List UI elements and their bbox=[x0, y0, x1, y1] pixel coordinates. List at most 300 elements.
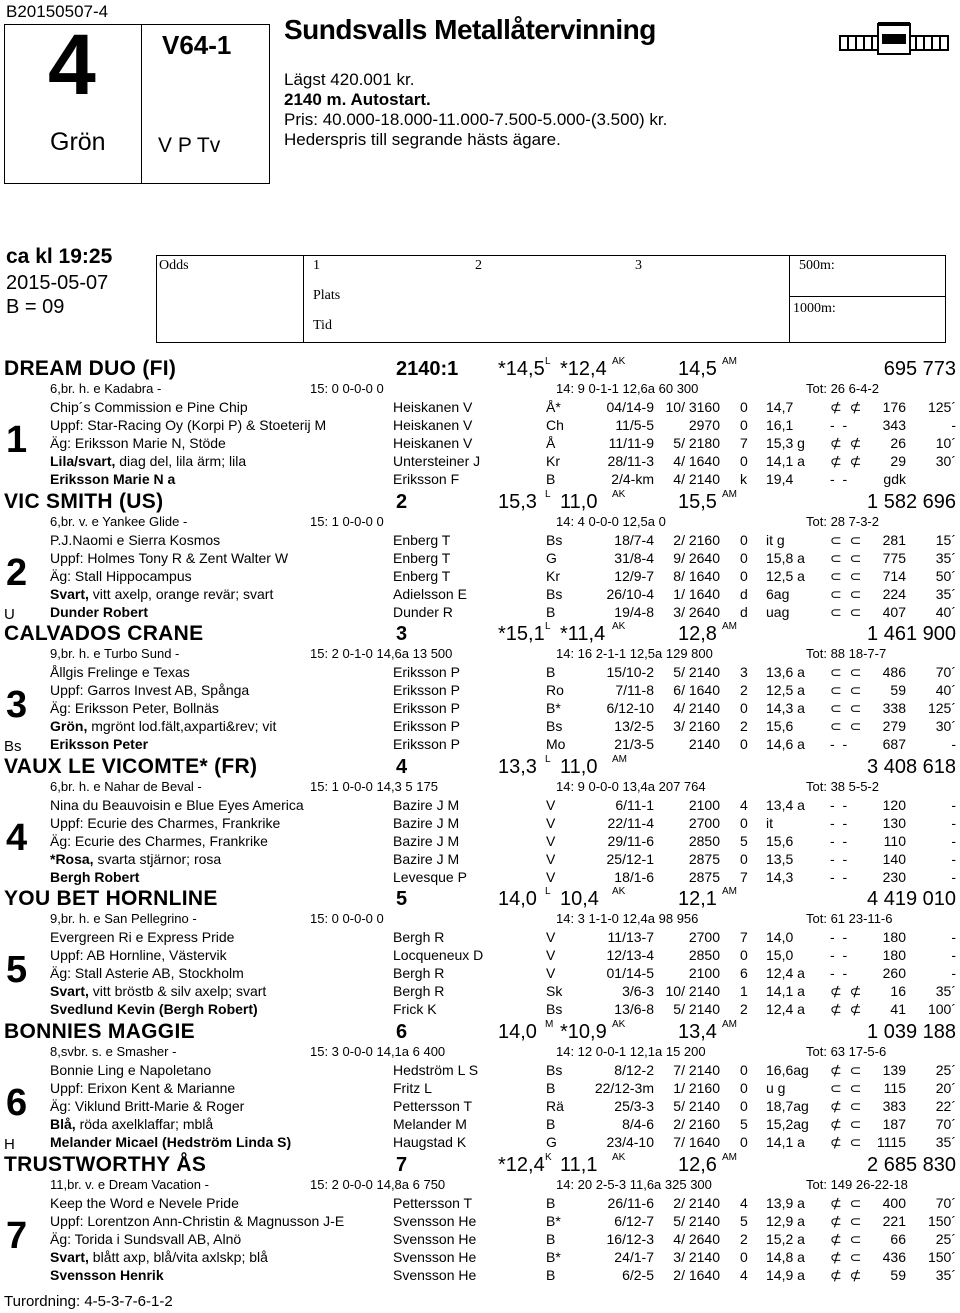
prize-money: 25´ bbox=[935, 1231, 956, 1247]
km-time: 14,7 bbox=[766, 399, 794, 415]
distance: 2/ 2160 bbox=[673, 1116, 720, 1132]
race-date-ref: 26/11-6 bbox=[607, 1195, 654, 1211]
track-code: Ch bbox=[546, 417, 564, 433]
driver-name: Eriksson P bbox=[393, 736, 460, 752]
start-number: 1 bbox=[6, 419, 28, 461]
prize-money: 10´ bbox=[935, 435, 956, 451]
distance: 2/ 2160 bbox=[673, 532, 720, 548]
shoe-indicator: ⊄ ⊂ bbox=[830, 1231, 864, 1247]
plats-label: Plats bbox=[313, 288, 341, 303]
km-time: 18,7ag bbox=[766, 1098, 809, 1114]
race-date-ref: 11/11-9 bbox=[608, 435, 654, 451]
race-date-ref: 8/12-2 bbox=[614, 1062, 654, 1078]
distance: 2875 bbox=[688, 851, 720, 867]
stats-2015: 15: 3 0-0-0 14,1a 6 400 bbox=[310, 1044, 446, 1059]
distance: 10/ 2140 bbox=[665, 983, 720, 999]
race-date-ref: 18/7-4 bbox=[614, 532, 654, 548]
record-1: *12,4 bbox=[498, 1154, 545, 1176]
shoe-indicator: ⊄ ⊄ bbox=[830, 453, 864, 469]
track-code: Å bbox=[546, 435, 556, 451]
track-code: Kr bbox=[546, 568, 560, 584]
shoe-indicator: ⊄ ⊄ bbox=[830, 399, 864, 415]
km-time: 12,5 a bbox=[766, 568, 805, 584]
shoe-indicator: - - bbox=[830, 869, 850, 885]
km-time: 12,5 a bbox=[766, 682, 805, 698]
record-1-suffix: L bbox=[545, 754, 551, 765]
shoe-indicator: ⊂ ⊂ bbox=[830, 664, 864, 680]
stats-total: Tot: 26 6-4-2 bbox=[806, 381, 879, 396]
driver-name: Enberg T bbox=[393, 550, 451, 566]
race-date-ref: 22/12-3m bbox=[594, 1080, 654, 1096]
distance: 1/ 1640 bbox=[673, 586, 720, 602]
prize-money: 70´ bbox=[935, 1195, 956, 1211]
placing: 0 bbox=[740, 1249, 748, 1265]
race-date-ref: 04/14-9 bbox=[606, 399, 654, 415]
record-2-suffix: AK bbox=[612, 489, 626, 500]
distance: 2/ 1640 bbox=[673, 1267, 720, 1283]
prize-money: - bbox=[951, 965, 956, 981]
placing: 2 bbox=[740, 682, 748, 698]
shoe-indicator: - - bbox=[830, 797, 850, 813]
placing: 2 bbox=[740, 1001, 748, 1017]
prize-money: - bbox=[951, 833, 956, 849]
km-time: 15,0 bbox=[766, 947, 794, 963]
odds-value: 59 bbox=[890, 682, 906, 698]
distance: 4/ 2640 bbox=[673, 1231, 720, 1247]
shoe-indicator: ⊄ ⊄ bbox=[830, 983, 864, 999]
record-3: 13,4 bbox=[678, 1021, 717, 1043]
horse-info-line: Blå, röda axelklaffar; mblå bbox=[50, 1116, 214, 1132]
stats-2015: 15: 2 0-1-0 14,6a 13 500 bbox=[310, 646, 453, 661]
shoe-indicator: ⊄ ⊂ bbox=[830, 1213, 864, 1229]
horse-info-line: *Rosa, svarta stjärnor; rosa bbox=[50, 851, 222, 867]
km-time: 13,6 a bbox=[766, 664, 805, 680]
record-1-suffix: L bbox=[545, 356, 551, 367]
tv-label: V P Tv bbox=[158, 134, 221, 157]
odds-value: 714 bbox=[882, 568, 906, 584]
track-code: Ro bbox=[546, 682, 564, 698]
distance: 6/ 1640 bbox=[673, 682, 720, 698]
race-info-line: Hederspris till segrande hästs ägare. bbox=[284, 130, 561, 149]
km-time: u g bbox=[766, 1080, 786, 1096]
prize-money: - bbox=[951, 736, 956, 752]
race-date-ref: 7/11-8 bbox=[615, 682, 654, 698]
odds-value: 59 bbox=[890, 1267, 906, 1283]
record-1-suffix: L bbox=[545, 886, 551, 897]
placing: 7 bbox=[740, 869, 748, 885]
record-2-suffix: AK bbox=[612, 1019, 626, 1030]
distance: 8/ 1640 bbox=[673, 568, 720, 584]
shoe-indicator: ⊄ ⊂ bbox=[830, 1116, 864, 1132]
horse-name: TRUSTWORTHY ÅS bbox=[4, 1153, 207, 1176]
race-date-ref: 24/1-7 bbox=[614, 1249, 654, 1265]
prize-money: - bbox=[951, 947, 956, 963]
prize-money: 35´ bbox=[935, 1267, 956, 1283]
prize-money: 125´ bbox=[927, 399, 956, 415]
km-time: 14,1 a bbox=[766, 983, 805, 999]
total-earnings: 1 582 696 bbox=[867, 491, 956, 513]
odds-value: 29 bbox=[890, 453, 906, 469]
shoe-indicator: ⊂ ⊂ bbox=[830, 682, 864, 698]
km-time: 14,8 a bbox=[766, 1249, 805, 1265]
horse-info-line: Eriksson Marie N a bbox=[50, 471, 176, 487]
horse-info-line: P.J.Naomi e Sierra Kosmos bbox=[50, 532, 221, 548]
odds-value: 407 bbox=[882, 604, 906, 620]
track-code: Bs bbox=[546, 1062, 563, 1078]
record-1-suffix: L bbox=[545, 489, 551, 500]
total-earnings: 3 408 618 bbox=[867, 756, 956, 778]
track-code: V bbox=[546, 815, 556, 831]
total-earnings: 695 773 bbox=[883, 358, 956, 380]
prize-money: 50´ bbox=[935, 568, 956, 584]
prize-money: - bbox=[951, 929, 956, 945]
record-2-suffix: AK bbox=[612, 1152, 626, 1163]
odds-value: 281 bbox=[882, 532, 906, 548]
km-time: 14,0 bbox=[766, 929, 794, 945]
record-3-suffix: AM bbox=[722, 621, 737, 632]
distance: 1/ 2160 bbox=[673, 1080, 720, 1096]
driver-name: Adielsson E bbox=[393, 586, 467, 602]
odds-value: gdk bbox=[883, 471, 906, 487]
race-date-ref: 28/11-3 bbox=[607, 453, 654, 469]
placing: 0 bbox=[740, 947, 748, 963]
track-code: Bs bbox=[546, 586, 563, 602]
start-position: 2 bbox=[396, 491, 408, 513]
placing: 0 bbox=[740, 815, 748, 831]
placing: 5 bbox=[740, 833, 748, 849]
race-date-ref: 23/4-10 bbox=[606, 1134, 654, 1150]
total-earnings: 2 685 830 bbox=[867, 1154, 956, 1176]
track-logo-icon bbox=[838, 20, 950, 65]
track-code: V bbox=[546, 833, 556, 849]
horse-info-line: Melander Micael (Hedström Linda S) bbox=[50, 1134, 292, 1150]
shoe-indicator: ⊂ ⊂ bbox=[830, 550, 864, 566]
track-code: V bbox=[546, 929, 556, 945]
distance: 5/ 2140 bbox=[673, 1098, 720, 1114]
col-1: 1 bbox=[313, 258, 320, 273]
shoe-indicator: ⊄ ⊂ bbox=[830, 1062, 864, 1078]
placing: 0 bbox=[740, 1080, 748, 1096]
record-2-suffix: AK bbox=[612, 886, 626, 897]
track-code: B bbox=[546, 604, 556, 620]
distance: 2850 bbox=[688, 947, 720, 963]
driver-name: Pettersson T bbox=[393, 1098, 473, 1114]
race-date-ref: 19/4-8 bbox=[614, 604, 654, 620]
stats-2015: 15: 0 0-0-0 0 bbox=[310, 381, 384, 396]
distance: 2100 bbox=[688, 797, 720, 813]
record-3: 15,5 bbox=[678, 491, 717, 513]
driver-name: Fritz L bbox=[393, 1080, 432, 1096]
horse-info-line: Svedlund Kevin (Bergh Robert) bbox=[50, 1001, 258, 1017]
distance: 3/ 2640 bbox=[673, 604, 720, 620]
stats-2014: 14: 9 0-0-0 13,4a 207 764 bbox=[556, 779, 706, 794]
start-position: 7 bbox=[396, 1154, 408, 1176]
horse-info-line: Bonnie Ling e Napoletano bbox=[50, 1062, 212, 1078]
driver-name: Locqueneux D bbox=[393, 947, 484, 963]
record-2-suffix: AK bbox=[612, 621, 626, 632]
odds-value: 486 bbox=[882, 664, 906, 680]
km-time: 19,4 bbox=[766, 471, 794, 487]
record-3: 12,1 bbox=[678, 888, 717, 910]
tid-label: Tid bbox=[313, 318, 332, 333]
record-2: 11,1 bbox=[560, 1154, 598, 1176]
pedigree: 9,br. h. e Turbo Sund - bbox=[50, 646, 180, 661]
race-date-ref: 12/9-7 bbox=[614, 568, 654, 584]
distance: 3/ 2140 bbox=[673, 1249, 720, 1265]
horse-info-line: Dunder Robert bbox=[50, 604, 148, 620]
km-time: 15,2ag bbox=[766, 1116, 809, 1132]
race-date-ref: 6/12-10 bbox=[606, 700, 654, 716]
horse-info-line: Äg: Stall Hippocampus bbox=[50, 568, 192, 584]
record-3-suffix: AM bbox=[722, 356, 737, 367]
driver-name: Heiskanen V bbox=[393, 399, 473, 415]
km-time: it bbox=[766, 815, 773, 831]
track-code: Rä bbox=[546, 1098, 564, 1114]
prize-money: 70´ bbox=[935, 1116, 956, 1132]
prize-money: - bbox=[951, 815, 956, 831]
start-position: 4 bbox=[396, 756, 408, 778]
odds-value: 130 bbox=[882, 815, 906, 831]
km-time: 14,1 a bbox=[766, 1134, 805, 1150]
race-date-ref: 29/11-6 bbox=[607, 833, 654, 849]
horse-info-line: Uppf: Erixon Kent & Marianne bbox=[50, 1080, 236, 1096]
placing: d bbox=[740, 586, 748, 602]
distance: 4/ 1640 bbox=[673, 453, 720, 469]
record-1: 13,3 bbox=[498, 756, 537, 778]
col-3: 3 bbox=[635, 258, 642, 273]
km-time: 16,6ag bbox=[766, 1062, 809, 1078]
horse-info-line: Svart, vitt axelp, orange revär; svart bbox=[50, 586, 274, 602]
horse-info-line: Svart, vitt bröstb & silv axelp; svart bbox=[50, 983, 267, 999]
start-time: ca kl 19:25 bbox=[6, 245, 113, 268]
odds-value: 343 bbox=[882, 417, 906, 433]
odds-value: 279 bbox=[882, 718, 906, 734]
race-date-ref: 26/10-4 bbox=[606, 586, 654, 602]
record-2: 10,4 bbox=[560, 888, 599, 910]
driver-name: Svensson He bbox=[393, 1231, 477, 1247]
placing: 0 bbox=[740, 568, 748, 584]
shoe-indicator: - - bbox=[830, 851, 850, 867]
record-1: 15,3 bbox=[498, 491, 537, 513]
odds-box bbox=[156, 255, 946, 343]
horse-info-line: Äg: Ecurie des Charmes, Frankrike bbox=[50, 833, 268, 849]
stats-total: Tot: 61 23-11-6 bbox=[806, 911, 893, 926]
odds-value: 436 bbox=[882, 1249, 906, 1265]
prize-money: - bbox=[951, 869, 956, 885]
placing: 0 bbox=[740, 851, 748, 867]
prize-money: 100´ bbox=[927, 1001, 956, 1017]
prize-money: 150´ bbox=[927, 1249, 956, 1265]
placing: 0 bbox=[740, 700, 748, 716]
record-3: 12,8 bbox=[678, 623, 717, 645]
track-code: Mo bbox=[546, 736, 566, 752]
stats-2015: 15: 0 0-0-0 0 bbox=[310, 911, 384, 926]
race-date-ref: 13/6-8 bbox=[614, 1001, 654, 1017]
driver-name: Bazire J M bbox=[393, 833, 460, 849]
placing: 4 bbox=[740, 797, 748, 813]
km-time: 15,3 g bbox=[766, 435, 805, 451]
record-1: *14,5 bbox=[498, 358, 545, 380]
driver-name: Bazire J M bbox=[393, 851, 460, 867]
record-1-suffix: L bbox=[545, 621, 551, 632]
driver-name: Bergh R bbox=[393, 983, 445, 999]
placing: k bbox=[740, 471, 747, 487]
odds-value: 120 bbox=[882, 797, 906, 813]
track-code: V bbox=[546, 851, 556, 867]
shoe-indicator: - - bbox=[830, 736, 850, 752]
total-earnings: 1 461 900 bbox=[867, 623, 956, 645]
placing: 7 bbox=[740, 435, 748, 451]
shoe-indicator: - - bbox=[830, 929, 850, 945]
prize-money: 30´ bbox=[935, 718, 956, 734]
track-code: V bbox=[546, 947, 556, 963]
500m-label: 500m: bbox=[799, 258, 835, 273]
race-date-ref: 21/3-5 bbox=[614, 736, 654, 752]
distance: 2970 bbox=[688, 417, 720, 433]
stats-2014: 14: 9 0-1-1 12,6a 60 300 bbox=[556, 381, 699, 396]
odds-value: 110 bbox=[883, 833, 906, 849]
odds-value: 187 bbox=[882, 1116, 906, 1132]
record-3-suffix: AM bbox=[722, 489, 737, 500]
record-3-suffix: AM bbox=[722, 886, 737, 897]
race-date: 2015-05-07 bbox=[6, 272, 109, 294]
1000m-label: 1000m: bbox=[793, 301, 836, 316]
start-number: 7 bbox=[6, 1215, 28, 1257]
odds-value: 687 bbox=[882, 736, 906, 752]
horse-info-line: Uppf: Star-Racing Oy (Korpi P) & Stoeterij M bbox=[50, 417, 327, 433]
race-date-ref: 25/3-3 bbox=[614, 1098, 654, 1114]
placing: 4 bbox=[740, 1267, 748, 1283]
km-time: 6ag bbox=[766, 586, 790, 602]
track-code: B bbox=[546, 471, 556, 487]
start-position: 5 bbox=[396, 888, 408, 910]
placing: 0 bbox=[740, 453, 748, 469]
distance: 7/ 2140 bbox=[673, 1062, 720, 1078]
driver-name: Eriksson F bbox=[393, 471, 460, 487]
record-3-suffix: AM bbox=[722, 1152, 737, 1163]
placing: 0 bbox=[740, 399, 748, 415]
prize-money: 35´ bbox=[935, 1134, 956, 1150]
driver-name: Svensson He bbox=[393, 1267, 477, 1283]
shoe-indicator: ⊄ ⊄ bbox=[830, 435, 864, 451]
driver-name: Pettersson T bbox=[393, 1195, 473, 1211]
race-date-ref: 11/13-7 bbox=[607, 929, 654, 945]
horse-info-line: Chip´s Commission e Pine Chip bbox=[50, 399, 248, 415]
track-code: V bbox=[546, 869, 556, 885]
km-time: 14,6 a bbox=[766, 736, 805, 752]
shoe-indicator: ⊂ ⊂ bbox=[830, 718, 864, 734]
odds-value: 260 bbox=[882, 965, 906, 981]
shoe-indicator: ⊄ ⊄ bbox=[830, 1001, 864, 1017]
track-code: G bbox=[546, 1134, 557, 1150]
horse-info-line: Svart, blått axp, blå/vita axlskp; blå bbox=[50, 1249, 268, 1265]
race-date-ref: 31/8-4 bbox=[614, 550, 654, 566]
start-number: 3 bbox=[6, 684, 28, 726]
odds-value: 180 bbox=[882, 947, 906, 963]
horse-name: VAUX LE VICOMTE* (FR) bbox=[4, 755, 258, 778]
driver-name: Bergh R bbox=[393, 965, 445, 981]
horse-info-line: Evergreen Ri e Express Pride bbox=[50, 929, 235, 945]
odds-value: 338 bbox=[882, 700, 906, 716]
start-position: 2140:1 bbox=[396, 358, 459, 380]
record-2: 11,0 bbox=[560, 491, 598, 513]
total-earnings: 4 419 010 bbox=[867, 888, 956, 910]
driver-name: Eriksson P bbox=[393, 700, 460, 716]
track-code: V bbox=[546, 965, 556, 981]
stats-2015: 15: 2 0-0-0 14,8a 6 750 bbox=[310, 1177, 446, 1192]
shoe-indicator: ⊂ ⊂ bbox=[830, 586, 864, 602]
race-date-ref: 8/4-6 bbox=[622, 1116, 654, 1132]
km-time: 15,6 bbox=[766, 833, 794, 849]
placing: 5 bbox=[740, 1213, 748, 1229]
equipment-code: H bbox=[4, 1136, 15, 1153]
stats-2014: 14: 4 0-0-0 12,5a 0 bbox=[556, 514, 666, 529]
horse-name: DREAM DUO (FI) bbox=[4, 357, 177, 380]
race-date-ref: 22/11-4 bbox=[607, 815, 654, 831]
distance: 2850 bbox=[688, 833, 720, 849]
placing: 0 bbox=[740, 1062, 748, 1078]
driver-name: Svensson He bbox=[393, 1249, 477, 1265]
track-code: B bbox=[546, 1195, 556, 1211]
record-1: *15,1 bbox=[498, 623, 545, 645]
prize-money: 25´ bbox=[935, 1062, 956, 1078]
placing: 5 bbox=[740, 1116, 748, 1132]
km-time: 15,8 a bbox=[766, 550, 805, 566]
track-code: Å* bbox=[546, 399, 561, 415]
track-code: B* bbox=[546, 700, 561, 716]
record-2: *12,4 bbox=[560, 358, 607, 380]
odds-value: 230 bbox=[882, 869, 906, 885]
track-code: B bbox=[546, 1267, 556, 1283]
odds-value: 176 bbox=[882, 399, 906, 415]
prize-money: 20´ bbox=[935, 1080, 956, 1096]
driver-name: Dunder R bbox=[393, 604, 453, 620]
driver-name: Svensson He bbox=[393, 1213, 477, 1229]
placing: 6 bbox=[740, 965, 748, 981]
track-code: Bs bbox=[546, 718, 563, 734]
track-code: B bbox=[546, 664, 556, 680]
track-code: Sk bbox=[546, 983, 563, 999]
driver-name: Eriksson P bbox=[393, 718, 460, 734]
track-code: B* bbox=[546, 1213, 561, 1229]
prize-money: - bbox=[951, 797, 956, 813]
km-time: it g bbox=[766, 532, 785, 548]
distance: 7/ 1640 bbox=[673, 1134, 720, 1150]
pedigree: 6,br. h. e Nahar de Beval - bbox=[50, 779, 202, 794]
game-type: V64-1 bbox=[162, 30, 232, 60]
placing: 4 bbox=[740, 1195, 748, 1211]
placing: 0 bbox=[740, 550, 748, 566]
distance: 5/ 2140 bbox=[673, 1213, 720, 1229]
horse-info-line: Svensson Henrik bbox=[50, 1267, 164, 1283]
placing: 2 bbox=[740, 1231, 748, 1247]
placing: 1 bbox=[740, 983, 748, 999]
shoe-indicator: ⊄ ⊂ bbox=[830, 1249, 864, 1265]
stats-total: Tot: 28 7-3-2 bbox=[806, 514, 879, 529]
driver-name: Bazire J M bbox=[393, 797, 460, 813]
placing: 3 bbox=[740, 664, 748, 680]
race-info-line: 2140 m. Autostart. bbox=[284, 90, 431, 109]
col-2: 2 bbox=[475, 258, 482, 273]
shoe-indicator: ⊄ ⊂ bbox=[830, 1134, 864, 1150]
km-time: 14,3 a bbox=[766, 700, 805, 716]
record-1-suffix: M bbox=[545, 1019, 554, 1030]
km-time: 12,4 a bbox=[766, 965, 805, 981]
prize-money: 35´ bbox=[935, 550, 956, 566]
record-2: *10,9 bbox=[560, 1021, 607, 1043]
stats-2014: 14: 20 2-5-3 11,6a 325 300 bbox=[556, 1177, 712, 1192]
horse-info-line: Nina du Beauvoisin e Blue Eyes America bbox=[50, 797, 304, 813]
